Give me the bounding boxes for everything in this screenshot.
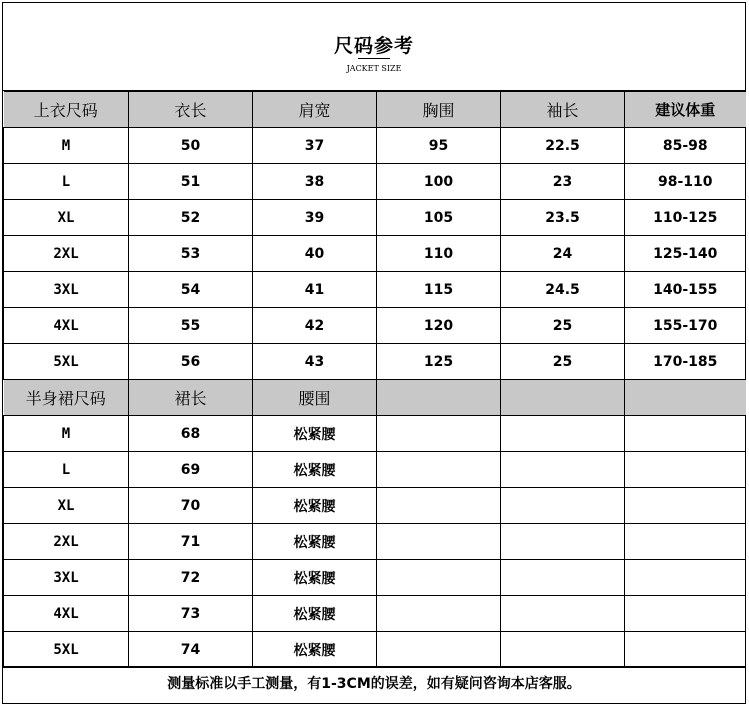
table-cell: 105 bbox=[377, 200, 501, 236]
table-row bbox=[4, 236, 746, 272]
skirt-header-row bbox=[4, 380, 746, 416]
title-divider bbox=[358, 58, 390, 59]
size-label: 3XL bbox=[4, 272, 129, 308]
table-cell: 72 bbox=[129, 560, 253, 596]
table-cell: 155-170 bbox=[625, 308, 746, 344]
table-cell: 110 bbox=[377, 236, 501, 272]
table-cell: 120 bbox=[377, 308, 501, 344]
table-cell: 40 bbox=[253, 236, 377, 272]
table-cell: 松紧腰 bbox=[253, 416, 377, 452]
column-header bbox=[377, 380, 501, 416]
table-row bbox=[4, 308, 746, 344]
table-cell bbox=[377, 416, 501, 452]
size-label: XL bbox=[4, 200, 129, 236]
table-cell: 115 bbox=[377, 272, 501, 308]
table-cell: 39 bbox=[253, 200, 377, 236]
table-row bbox=[4, 560, 746, 596]
column-header: 建议体重 bbox=[625, 92, 746, 128]
table-row bbox=[4, 452, 746, 488]
table-cell bbox=[625, 524, 746, 560]
column-header bbox=[501, 380, 625, 416]
table-cell bbox=[625, 416, 746, 452]
table-row bbox=[4, 164, 746, 200]
page-title: 尺码参考 bbox=[333, 35, 414, 57]
size-label: 3XL bbox=[4, 560, 129, 596]
size-label: 2XL bbox=[4, 524, 129, 560]
table-cell bbox=[625, 632, 746, 668]
table-cell: 松紧腰 bbox=[253, 632, 377, 668]
size-label: L bbox=[4, 452, 129, 488]
table-cell bbox=[625, 452, 746, 488]
table-cell bbox=[501, 524, 625, 560]
table-cell: 95 bbox=[377, 128, 501, 164]
table-cell: 42 bbox=[253, 308, 377, 344]
table-cell: 50 bbox=[129, 128, 253, 164]
table-cell: 37 bbox=[253, 128, 377, 164]
table-row bbox=[4, 344, 746, 380]
table-cell: 110-125 bbox=[625, 200, 746, 236]
table-cell: 74 bbox=[129, 632, 253, 668]
table-cell: 125 bbox=[377, 344, 501, 380]
table-row bbox=[4, 200, 746, 236]
table-cell: 24 bbox=[501, 236, 625, 272]
size-label: XL bbox=[4, 488, 129, 524]
table-row bbox=[4, 272, 746, 308]
table-row bbox=[4, 416, 746, 452]
table-cell bbox=[377, 452, 501, 488]
column-header: 胸围 bbox=[377, 92, 501, 128]
table-cell bbox=[377, 632, 501, 668]
table-cell bbox=[625, 488, 746, 524]
table-cell: 38 bbox=[253, 164, 377, 200]
table-cell: 松紧腰 bbox=[253, 488, 377, 524]
column-header: 衣长 bbox=[129, 92, 253, 128]
table-cell: 22.5 bbox=[501, 128, 625, 164]
table-row bbox=[4, 128, 746, 164]
table-row bbox=[4, 596, 746, 632]
size-label: 5XL bbox=[4, 632, 129, 668]
size-label: 4XL bbox=[4, 596, 129, 632]
table-cell: 70 bbox=[129, 488, 253, 524]
column-header: 肩宽 bbox=[253, 92, 377, 128]
column-header: 半身裙尺码 bbox=[4, 380, 129, 416]
column-header: 上衣尺码 bbox=[4, 92, 129, 128]
table-cell: 23.5 bbox=[501, 200, 625, 236]
size-label: 5XL bbox=[4, 344, 129, 380]
table-cell: 24.5 bbox=[501, 272, 625, 308]
table-cell bbox=[625, 560, 746, 596]
title-area bbox=[3, 3, 745, 91]
table-cell: 23 bbox=[501, 164, 625, 200]
table-cell bbox=[501, 596, 625, 632]
column-header: 裙长 bbox=[129, 380, 253, 416]
table-cell bbox=[625, 596, 746, 632]
column-header bbox=[625, 380, 746, 416]
size-label: 4XL bbox=[4, 308, 129, 344]
table-cell: 41 bbox=[253, 272, 377, 308]
table-cell: 98-110 bbox=[625, 164, 746, 200]
table-cell: 68 bbox=[129, 416, 253, 452]
size-label: 2XL bbox=[4, 236, 129, 272]
table-cell: 85-98 bbox=[625, 128, 746, 164]
table-cell bbox=[501, 416, 625, 452]
table-row bbox=[4, 524, 746, 560]
size-label: L bbox=[4, 164, 129, 200]
page-subtitle: JACKET SIZE bbox=[346, 64, 402, 73]
table-cell: 52 bbox=[129, 200, 253, 236]
footer-note: 测量标准以手工测量，有1-3CM的误差，如有疑问咨询本店客服。 bbox=[3, 666, 745, 703]
table-cell: 69 bbox=[129, 452, 253, 488]
size-label: M bbox=[4, 416, 129, 452]
column-header: 腰围 bbox=[253, 380, 377, 416]
column-header: 袖长 bbox=[501, 92, 625, 128]
table-cell: 松紧腰 bbox=[253, 452, 377, 488]
table-cell bbox=[501, 452, 625, 488]
table-cell: 71 bbox=[129, 524, 253, 560]
top-header-row bbox=[4, 92, 746, 128]
size-label: M bbox=[4, 128, 129, 164]
table-cell: 100 bbox=[377, 164, 501, 200]
table-row bbox=[4, 488, 746, 524]
table-cell bbox=[377, 488, 501, 524]
table-cell: 170-185 bbox=[625, 344, 746, 380]
table-cell: 51 bbox=[129, 164, 253, 200]
table-cell: 25 bbox=[501, 308, 625, 344]
table-cell: 松紧腰 bbox=[253, 524, 377, 560]
table-cell bbox=[377, 560, 501, 596]
size-table bbox=[3, 91, 746, 668]
table-cell bbox=[377, 524, 501, 560]
table-cell: 55 bbox=[129, 308, 253, 344]
table-cell: 140-155 bbox=[625, 272, 746, 308]
table-row bbox=[4, 632, 746, 668]
table-cell: 43 bbox=[253, 344, 377, 380]
table-cell bbox=[501, 560, 625, 596]
table-cell: 松紧腰 bbox=[253, 596, 377, 632]
table-cell bbox=[501, 632, 625, 668]
table-cell bbox=[501, 488, 625, 524]
table-cell: 125-140 bbox=[625, 236, 746, 272]
table-cell: 73 bbox=[129, 596, 253, 632]
size-chart bbox=[2, 2, 746, 704]
table-cell: 53 bbox=[129, 236, 253, 272]
table-cell: 54 bbox=[129, 272, 253, 308]
table-cell bbox=[377, 596, 501, 632]
table-cell: 松紧腰 bbox=[253, 560, 377, 596]
table-cell: 25 bbox=[501, 344, 625, 380]
table-cell: 56 bbox=[129, 344, 253, 380]
